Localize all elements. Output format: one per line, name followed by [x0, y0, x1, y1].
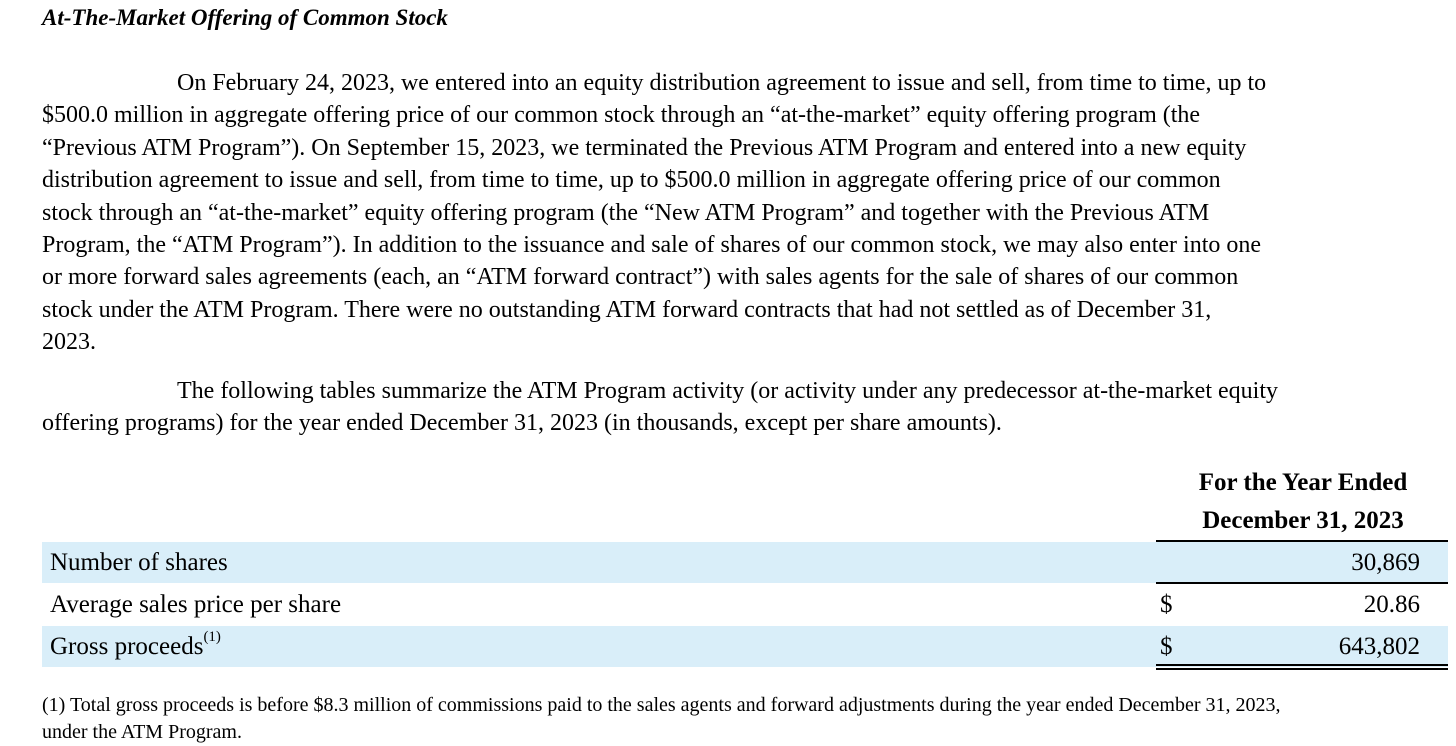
row-value: 643,802 [1338, 633, 1420, 660]
table-row-number-of-shares [42, 542, 1448, 583]
paragraph-line: Program, the “ATM Program”). In addition to the issuance and sale of shares of our common stock, we may also enter into one [42, 232, 1262, 259]
paragraph-line: $500.0 million in aggregate offering price of our common stock through an “at-the-market” equity offering program (the [42, 102, 1201, 129]
paragraph-line: stock through an “at-the-market” equity offering program (the “New ATM Program” and together with the Previous ATM [42, 199, 1210, 226]
column-header-line: For the Year Ended [1198, 469, 1408, 496]
paragraph-line: 2023. [42, 329, 96, 356]
column-header-line: December 31, 2023 [1202, 507, 1404, 534]
row-label: Number of shares [50, 549, 228, 576]
paragraph-line: “Previous ATM Program”). On September 15, 2023, we terminated the Previous ATM Program and entered into a new equity [42, 134, 1247, 161]
footnote-line: (1) Total gross proceeds is before $8.3 million of commissions paid to the sales agents and forward adjustments during the year ended December 31, 2023, [42, 694, 1281, 716]
footnote-line: under the ATM Program. [42, 721, 242, 743]
paragraph-line: offering programs) for the year ended December 31, 2023 (in thousands, except per share amounts). [42, 410, 1002, 437]
table-column-header [1158, 464, 1448, 540]
paragraph-line: stock under the ATM Program. There were no outstanding ATM forward contracts that had not settled as of December 31, [42, 296, 1212, 323]
paragraph-line: On February 24, 2023, we entered into an equity distribution agreement to issue and sell, from time to time, up to [177, 70, 1267, 96]
section-title: At-The-Market Offering of Common Stock [42, 5, 448, 30]
row-value: 30,869 [1351, 549, 1420, 576]
row-currency: $ [1160, 591, 1173, 618]
row-label-text: Gross proceeds [50, 633, 204, 660]
total-double-underline-bottom [1156, 668, 1448, 670]
row-currency: $ [1160, 633, 1173, 660]
paragraph-atm-agreements [42, 67, 1432, 359]
paragraph-line: or more forward sales agreements (each, an “ATM forward contract”) with sales agents for the sale of shares of our common [42, 264, 1239, 291]
total-double-underline-top [1156, 664, 1448, 666]
row-value: 20.86 [1363, 591, 1420, 618]
footnote-mark: (1) [203, 629, 221, 645]
paragraph-line: The following tables summarize the ATM Program activity (or activity under any predecessor at-the-market equity [177, 378, 1278, 404]
row-label: Average sales price per share [50, 591, 342, 618]
row-label [50, 629, 221, 661]
table-footnote [42, 692, 1432, 746]
paragraph-line: distribution agreement to issue and sell, from time to time, up to $500.0 million in aggregate offering price of our common [42, 167, 1221, 194]
table-row-average-sales-price [42, 584, 1448, 625]
paragraph-table-intro [42, 375, 1432, 440]
table-row-gross-proceeds [42, 626, 1448, 667]
